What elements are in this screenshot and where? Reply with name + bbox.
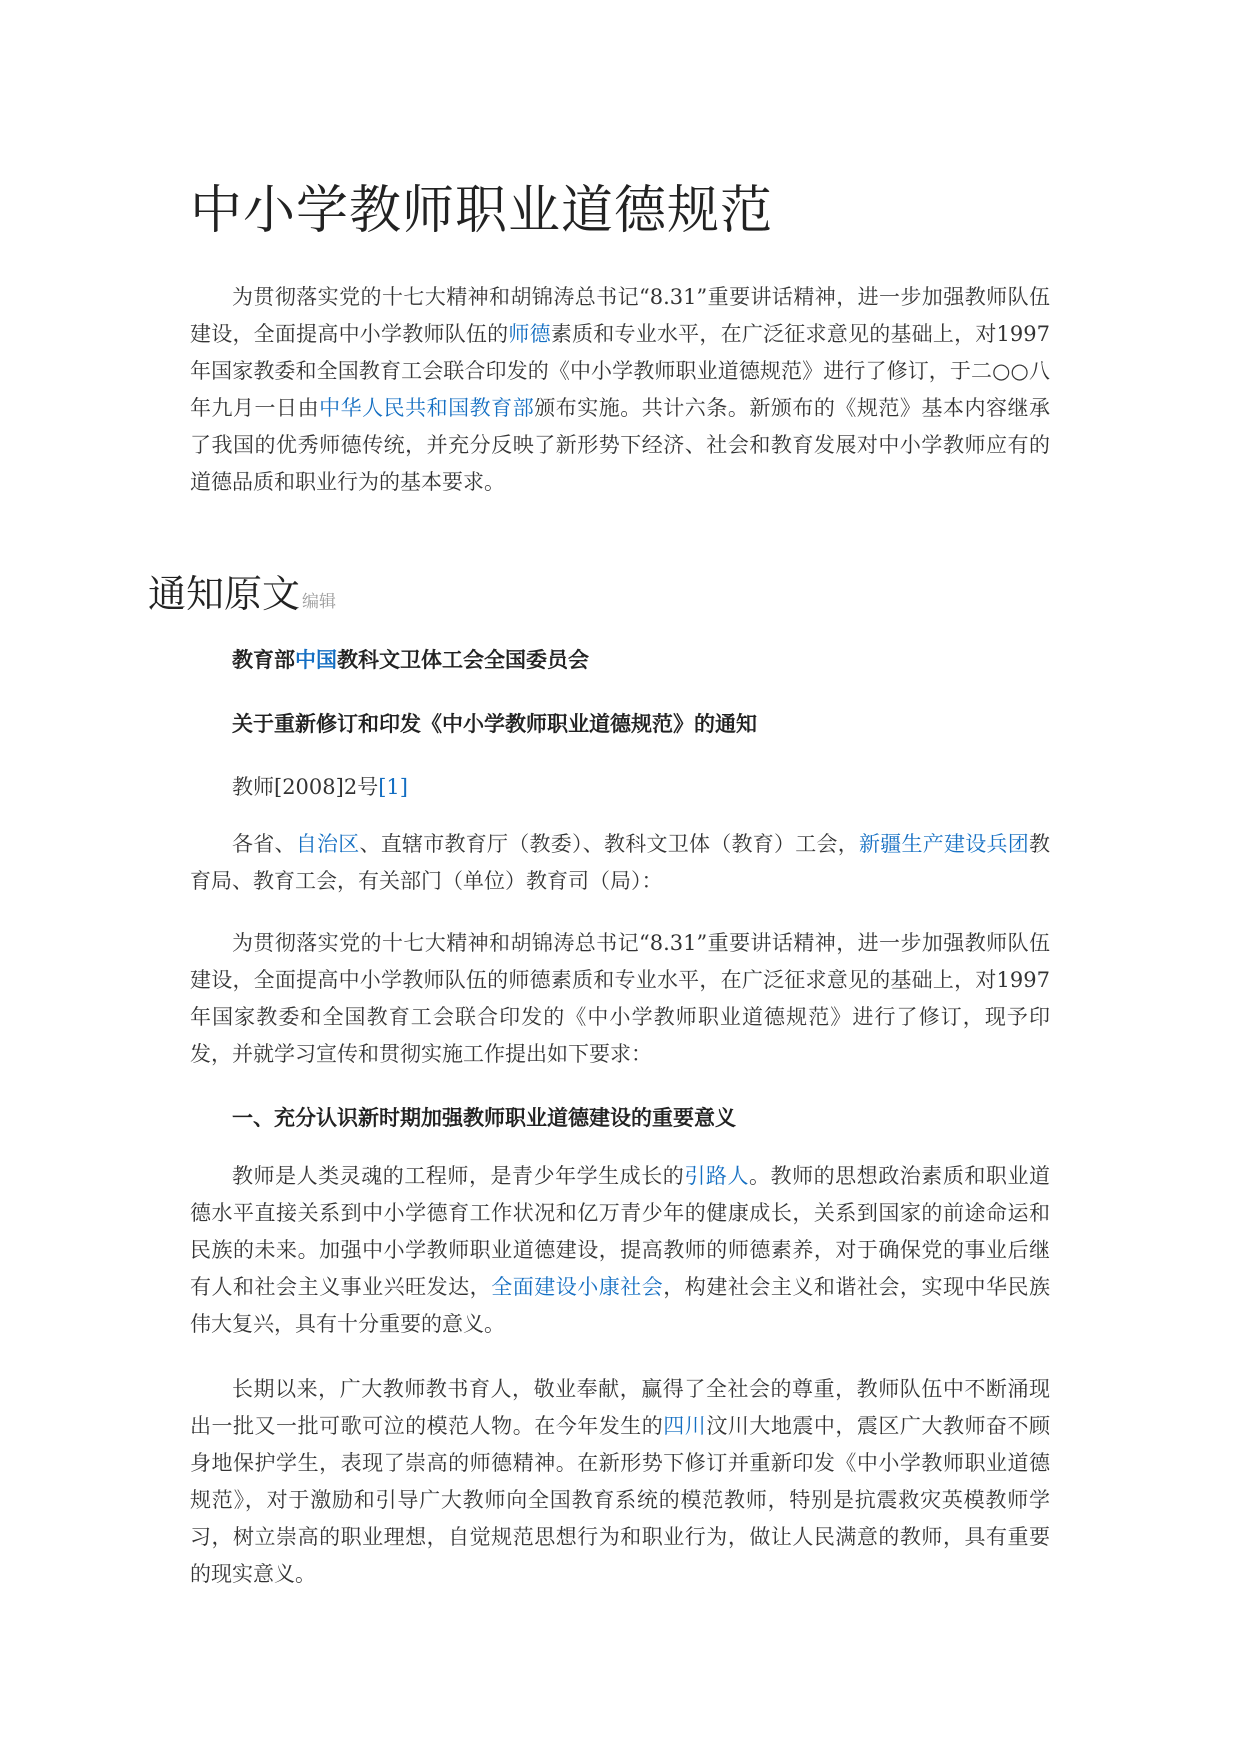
link-autonomous-region[interactable]: 自治区 (295, 832, 360, 856)
point1-p2-text-b: 汶川大地震中，震区广大教师奋不顾身地保护学生，表现了崇高的师德精神。在新形势下修订并重新印发《中小学教师职业道德规范》，对于激励和引导广大教师向全国教育系统的模范教师，特别是抗震救灾英模教师学习，树立崇高的职业理想，自觉规范思想行为和职业行为，做让人民满意的教师，具有重要的现实意义。 (190, 1414, 1051, 1586)
addressee-text-a: 各省、 (232, 832, 296, 856)
point1-p1-text-a: 教师是人类灵魂的工程师，是青少年学生成长的 (232, 1164, 685, 1188)
notice-addressee (190, 826, 1050, 900)
notice-paragraph-1: 为贯彻落实党的十七大精神和胡锦涛总书记“8.31”重要讲话精神，进一步加强教师队伍建设，全面提高中小学教师队伍的师德素质和专业水平，在广泛征求意见的基础上，对1997年国家教委和全国教育工会联合印发的《中小学教师职业道德规范》进行了修订，现予印发，并就学习宣传和贯彻实施工作提出如下要求： (190, 931, 1050, 1066)
edit-link[interactable]: 编辑 (302, 592, 337, 612)
link-shide[interactable]: 师德 (508, 322, 551, 346)
point1-p1-text-b: 。教师的思想政治素质和职业道德水平直接关系到中小学德育工作状况和亿万青少年的健康成长，关系到国家的前途命运和民族的未来。加强中小学教师职业道德建设，提高教师的师德素养，对于确保党的事业后继有人和社会主义事业兴旺发达， (190, 1164, 1051, 1299)
doc-number-text: 教师[2008]2号 (232, 775, 379, 799)
link-xiaokang-society[interactable]: 全面建设小康社会 (491, 1275, 664, 1299)
link-xinjiang-corps[interactable]: 新疆生产建设兵团 (859, 832, 1029, 856)
section-heading-text: 通知原文 (148, 572, 301, 616)
reference-link-1[interactable]: [1] (378, 775, 408, 799)
intro-text-3: 颁布实施。共计六条。新颁布的《规范》基本内容继承了我国的优秀师德传统，并充分反映了新形势下经济、社会和教育发展对中小学教师应有的道德品质和职业行为的基本要求。 (190, 396, 1051, 494)
page-title: 中小学教师职业道德规范 (190, 181, 774, 241)
link-china[interactable]: 中国 (295, 648, 337, 672)
link-sichuan[interactable]: 四川 (663, 1414, 707, 1438)
link-ministry-of-education[interactable]: 中华人民共和国教育部 (319, 396, 535, 420)
point1-p2-text-a: 长期以来，广大教师教书育人，敬业奉献，赢得了全社会的尊重，教师队伍中不断涌现出一批又一批可歌可泣的模范人物。在今年发生的 (190, 1377, 1050, 1438)
notice-issuer (232, 644, 589, 674)
section-heading (148, 563, 336, 618)
addressee-text-b: 、直辖市教育厅（教委）、教科文卫体（教育）工会， (359, 832, 859, 856)
addressee-text-c: 教育局、教育工会，有关部门（单位）教育司（局）： (190, 832, 1050, 893)
notice-subject: 关于重新修订和印发《中小学教师职业道德规范》的通知 (232, 712, 757, 736)
issuer-text-b: 教科文卫体工会全国委员会 (337, 648, 589, 672)
link-guide[interactable]: 引路人 (684, 1164, 749, 1188)
intro-text-1: 为贯彻落实党的十七大精神和胡锦涛总书记“8.31”重要讲话精神，进一步加强教师队伍建设，全面提高中小学教师队伍的 (190, 285, 1050, 346)
issuer-text-a: 教育部 (232, 648, 295, 672)
point1-heading: 一、充分认识新时期加强教师职业道德建设的重要意义 (232, 1106, 736, 1130)
notice-doc-number (232, 771, 408, 801)
intro-text-2: 素质和专业水平，在广泛征求意见的基础上，对1997年国家教委和全国教育工会联合印发的《中小学教师职业道德规范》进行了修订，于二○○八年九月一日由 (190, 322, 1050, 420)
point1-paragraph-1 (190, 1158, 1050, 1343)
point1-paragraph-2 (190, 1371, 1050, 1593)
point1-p1-text-c: ，构建社会主义和谐社会，实现中华民族伟大复兴，具有十分重要的意义。 (190, 1275, 1051, 1336)
intro-paragraph (190, 279, 1050, 501)
